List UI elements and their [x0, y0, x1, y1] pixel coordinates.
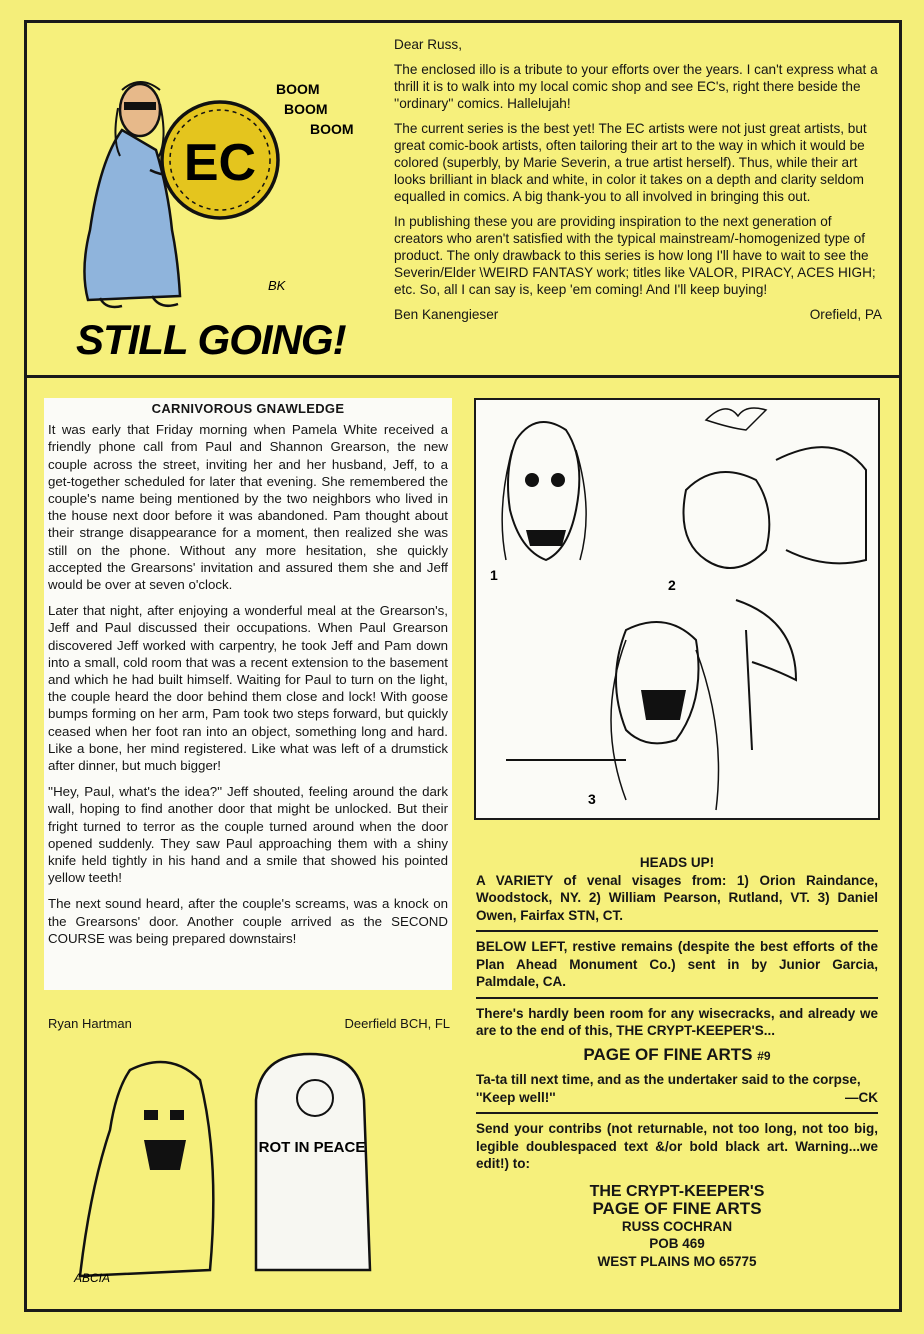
letter-paragraph: The current series is the best yet! The EC artists were not just great artists, but great comic-book artists, often tailoring their art to the way in which it would be colored (superbly, by Marie Severin, a true artist herself). Thus, while their art looks brilliant in black and white, in color it takes on a depth and clarity seldom equalled in comics. A big thank-you to all involved in bringing this out.	[394, 121, 867, 204]
story-credit	[48, 1016, 450, 1031]
heads-up-title: HEADS UP!	[639, 855, 715, 870]
divider	[476, 930, 878, 932]
axe-drawing	[736, 600, 796, 750]
letter-signature	[394, 306, 882, 323]
drum-logo: EC	[183, 134, 257, 192]
art-label-3: 3	[588, 791, 596, 807]
page-title: PAGE OF FINE ARTS	[583, 1044, 753, 1064]
address-line-4: POB 469	[649, 1236, 705, 1251]
letter-paragraph: In publishing these you are providing inspiration to the next generation of creators who aren't satisfied with the typical mainstream/-homogenized type of product. The only drawback to this series is how long I'll have to wait to see the Severin/Elder \WEIRD FANTASY work; titles like VALOR, PIRACY, ACES HIGH; etc. So, all I can say is, keep 'em coming! And I'll keep buying!	[394, 214, 876, 297]
story-place: Deerfield BCH, FL	[344, 1016, 450, 1031]
tombstone-text: ROT IN PEACE	[258, 1139, 366, 1156]
tombstone-illustration	[60, 1040, 420, 1300]
tata-block	[476, 1071, 878, 1106]
story-paragraph: The next sound heard, after the couple's screams, was a knock on the Grearsons' door. Another couple arrived as the SECOND COURSE was being prepared downstairs!	[48, 896, 448, 946]
face-1-eye	[551, 473, 565, 487]
face-1-eye	[525, 473, 539, 487]
story-box	[44, 398, 452, 990]
address-line-3: RUSS COCHRAN	[621, 1218, 733, 1234]
letter	[394, 36, 882, 323]
heads-up-body: A VARIETY of venal visages from: 1) Orion Raindance, Woodstock, NY. 2) William Pearson, Rutland, VT. 3) Daniel Owen, Fairfax STN, CT.	[476, 872, 878, 923]
divider	[476, 1112, 878, 1114]
ck-signoff: —CK	[845, 1089, 878, 1105]
face-3-drawing	[616, 622, 699, 743]
story-author: Ryan Hartman	[48, 1016, 132, 1031]
ghoul-mouth	[144, 1140, 186, 1170]
story-paragraph: ''Hey, Paul, what's the idea?'' Jeff shouted, feeling around the dark wall, hoping to find another door that might be unlocked. But their fright turned to terror as the couple turned around when the door opened suddenly. They saw Paul approaching them with a shiny knife held tightly in his hand and a smile that showed his pointed yellow teeth!	[48, 784, 448, 886]
art-panel	[474, 398, 880, 820]
bottom-illo-signature: ABCIA	[74, 1271, 111, 1285]
face-2-arm	[776, 447, 866, 563]
boom-sound-2: BOOM	[284, 101, 328, 117]
still-going-caption: STILL GOING!	[76, 316, 346, 363]
art-label-1: 1	[490, 567, 498, 583]
wisecracks-text: There's hardly been room for any wisecracks, and already we are to the end of this, THE CRYPT-KEEPER'S...	[476, 1005, 878, 1038]
address-line-1: THE CRYPT-KEEPER'S	[589, 1182, 765, 1200]
face-3-mouth	[641, 690, 686, 720]
face-2-bat	[706, 408, 766, 430]
artist-initials: BK	[268, 278, 286, 293]
page-number: #9	[757, 1048, 771, 1063]
face-1-mouth	[526, 530, 566, 546]
story-paragraph: It was early that Friday morning when Pamela White received a friendly phone call from Paul and Shannon Grearson, the new couple across the street, inviting her and her husband, Jeff, to a get-together scheduled for later that evening. She remembered the couple's name being mentioned by the two neighbors who lived in the house next door before it was abandoned. Pam thought about their strange disappearance for a moment, then realized she was still on the phone. Without any more hesitation, she quickly accepted the Grearsons' invitation and assured them she and Jeff would be over at seven o'clock.	[48, 422, 448, 593]
address-line-5: WEST PLAINS MO 65775	[597, 1253, 757, 1269]
letter-paragraph: The enclosed illo is a tribute to your efforts over the years. I can't express what a thrill it is to walk into my local comic shop and see EC's, right there beside the ''ordinary'' comics. Hallelujah!	[394, 62, 878, 111]
divider	[476, 997, 878, 999]
right-text-column	[476, 854, 878, 1270]
tata-text: Ta-ta till next time, and as the undertaker said to the corpse, ''Keep well!''	[476, 1072, 861, 1105]
page-of-fine-arts-title	[476, 1046, 878, 1066]
address-line-2: PAGE OF FINE ARTS	[592, 1199, 762, 1218]
art-label-2: 2	[668, 577, 676, 593]
boom-sound-1: BOOM	[276, 81, 320, 97]
send-text: Send your contribs (not returnable, not too long, not too big, legible doublespaced text &/or bold black art. Warning...we edit!) to:	[476, 1121, 878, 1171]
boom-sound-3: BOOM	[310, 121, 354, 137]
ghoul-figure	[80, 1062, 213, 1276]
tombstone	[256, 1054, 370, 1270]
story-paragraph: Later that night, after enjoying a wonderful meal at the Grearson's, Jeff and Paul discussed their occupations. When Paul Grearson discovered Jeff worked with carpentry, he took Jeff and Pam down into a small, cold room that was a recent extension to the basement and which he had built himself. Waiting for Paul to turn on the light, the couple heard the door behind them close and lock! With goose bumps forming on her arm, Pam took two steps forward, but quickly ceased when her foot ran into an object, something long and hard. Like a bone, her mind registered. Like what was left of a drumstick after dinner, but much bigger!	[48, 603, 448, 774]
ghoul-eye	[144, 1110, 158, 1120]
below-left-text: BELOW LEFT, restive remains (despite the best efforts of the Plan Ahead Monument Co.) sent in by Junior Garcia, Palmdale, CA.	[476, 939, 878, 989]
face-3-hair	[611, 640, 719, 810]
story-title: CARNIVOROUS GNAWLEDGE	[151, 401, 345, 416]
letter-greeting: Dear Russ,	[394, 37, 462, 52]
signature-name: Ben Kanengieser	[394, 307, 499, 322]
ghoul-eye	[170, 1110, 184, 1120]
signature-place: Orefield, PA	[809, 307, 882, 322]
face-2-drawing	[684, 472, 770, 568]
sunglasses-icon	[124, 102, 156, 110]
art-panel-drawings	[476, 400, 878, 818]
still-going-illustration	[60, 60, 380, 370]
